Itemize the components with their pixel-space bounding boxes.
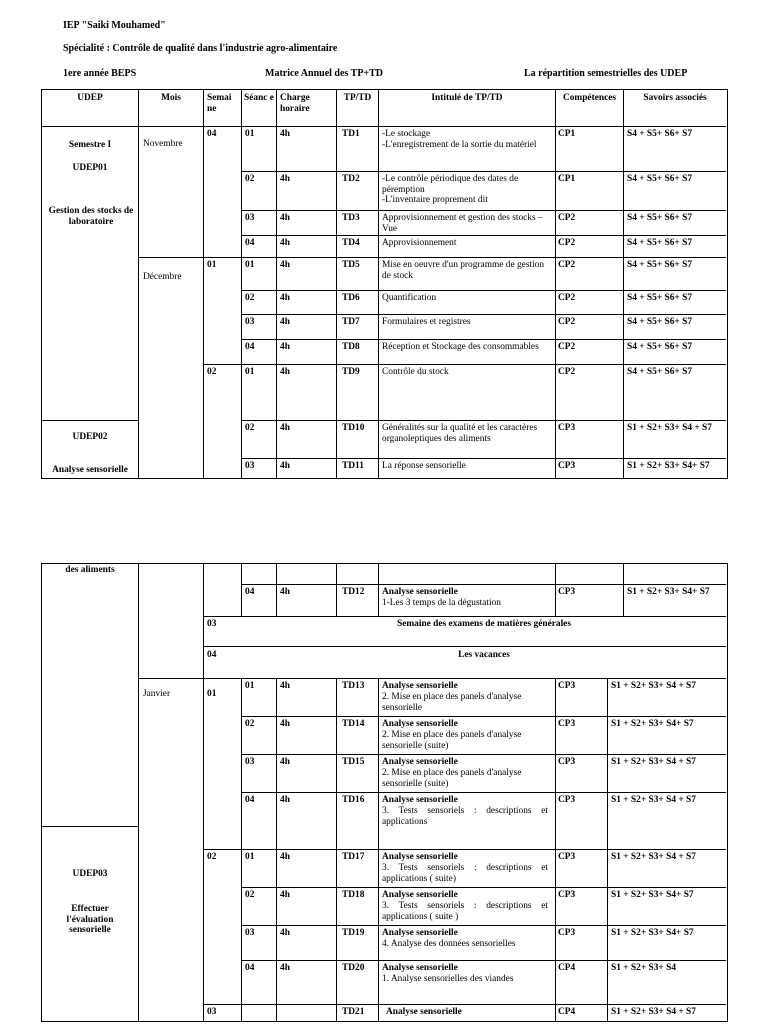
cell-tptd: TD19 <box>342 928 365 938</box>
cell-charge: 4h <box>280 890 290 900</box>
col-header-semaine: Semai ne <box>207 93 232 114</box>
cell-title: Analyse sensorielle <box>382 681 458 691</box>
header-institute: IEP "Saiki Mouhamed" <box>63 20 166 31</box>
cell-desc: Approvisionnement <box>382 238 457 248</box>
week-01: 01 <box>207 689 217 699</box>
cell-desc: Contrôle du stock <box>382 367 449 377</box>
cell-sav: S1 + S2+ S3+ S4 + S7 <box>611 681 696 691</box>
cell-charge: 4h <box>280 260 290 270</box>
cell-seance: 01 <box>245 260 255 270</box>
cell-tptd: TD17 <box>342 852 365 862</box>
cell-cp: CP4 <box>558 1007 576 1017</box>
cell-charge: 4h <box>280 129 290 139</box>
cell-tptd: TD15 <box>342 757 365 767</box>
cell-cp: CP2 <box>558 293 576 303</box>
cell-desc: Mise en oeuvre d'un programme de gestion de stock <box>382 260 545 281</box>
cell-title: Analyse sensorielle <box>382 890 458 900</box>
cell-cp: CP3 <box>558 795 576 805</box>
cell-cp: CP2 <box>558 260 576 270</box>
cell-sav: S1 + S2+ S3+ S4 + S7 <box>611 852 696 862</box>
cell-sav: S4 + S5+ S6+ S7 <box>627 342 693 352</box>
schedule-table-part2 <box>41 563 728 1022</box>
col-header-seance: Séanc e <box>244 93 274 103</box>
cell-charge: 4h <box>280 757 290 767</box>
cell-tptd: TD13 <box>342 681 365 691</box>
exam-week-label: Semaine des examens de matières générales <box>396 619 571 629</box>
week-04: 04 <box>207 129 217 139</box>
udep01-title: Gestion des stocks de laboratoire <box>48 206 134 227</box>
cell-title: Analyse sensorielle <box>382 587 458 597</box>
cell-sav: S4 + S5+ S6+ S7 <box>627 293 693 303</box>
cell-charge: 4h <box>280 461 290 471</box>
cell-desc: Quantification <box>382 293 437 303</box>
cell-tptd: TD1 <box>342 129 360 139</box>
col-header-udep: UDEP <box>77 93 103 103</box>
cell-sav: S4 + S5+ S6+ S7 <box>627 367 693 377</box>
cell-desc: 2. Mise en place des panels d'analyse sensorielle <box>382 692 522 713</box>
month-janvier: Janvier <box>143 689 171 699</box>
cell-charge: 4h <box>280 587 290 597</box>
cell-sav: S4 + S5+ S6+ S7 <box>627 129 693 139</box>
cell-desc: 1-Les 3 temps de la dégustation <box>382 598 501 608</box>
cell-desc: Approvisionnement et gestion des stocks – Vue <box>382 213 543 234</box>
cell-sav: S4 + S5+ S6+ S7 <box>627 260 693 270</box>
cell-sav: S1 + S2+ S3+ S4 + S7 <box>627 423 712 433</box>
cell-cp: CP1 <box>558 174 576 184</box>
cell-tptd: TD9 <box>342 367 360 377</box>
cell-seance: 03 <box>245 928 255 938</box>
cell-sav: S1 + S2+ S3+ S4+ S7 <box>611 928 694 938</box>
cell-desc: -Le stockage -L'enregistrement de la sortie du matériel <box>382 129 537 150</box>
cell-tptd: TD5 <box>342 260 360 270</box>
cell-sav: S4 + S5+ S6+ S7 <box>627 174 693 184</box>
cell-seance: 04 <box>245 587 255 597</box>
header-year: 1ere année BEPS <box>63 68 137 79</box>
cell-charge: 4h <box>280 963 290 973</box>
cell-tptd: TD10 <box>342 423 365 433</box>
cell-desc: 2. Mise en place des panels d'analyse sensorielle (suite) <box>382 768 522 789</box>
cell-seance: 04 <box>245 795 255 805</box>
udep03-title: Effectuer l'évaluation sensorielle <box>66 904 114 936</box>
cell-cp: CP2 <box>558 342 576 352</box>
week-01: 01 <box>207 260 217 270</box>
cell-seance: 03 <box>245 461 255 471</box>
cell-seance: 03 <box>245 757 255 767</box>
udep01-semester: Semestre I <box>68 140 112 150</box>
cell-tptd: TD20 <box>342 963 365 973</box>
cell-tptd: TD4 <box>342 238 360 248</box>
cell-seance: 02 <box>245 423 255 433</box>
cell-cp: CP3 <box>558 681 576 691</box>
cell-seance: 03 <box>245 317 255 327</box>
cell-desc: 3. Tests sensoriels : descriptions et applications ( suite) <box>382 863 548 884</box>
cell-desc: La réponse sensorielle <box>382 461 466 471</box>
cell-seance: 02 <box>245 174 255 184</box>
week-04: 04 <box>207 650 217 660</box>
cell-cp: CP2 <box>558 367 576 377</box>
cell-cp: CP3 <box>558 852 576 862</box>
cell-cp: CP4 <box>558 963 576 973</box>
cell-cp: CP3 <box>558 461 576 471</box>
udep02-code: UDEP02 <box>72 432 108 442</box>
cell-charge: 4h <box>280 174 290 184</box>
cell-sav: S1 + S2+ S3+ S4+ S7 <box>627 461 710 471</box>
cell-cp: CP3 <box>558 890 576 900</box>
cell-sav: S1 + S2+ S3+ S4 + S7 <box>611 795 696 805</box>
holidays-label: Les vacances <box>458 650 510 660</box>
cell-sav: S1 + S2+ S3+ S4+ S7 <box>611 890 694 900</box>
week-03: 03 <box>207 1007 217 1017</box>
cell-desc: 3. Tests sensoriels : descriptions et applications <box>382 806 548 827</box>
cell-seance: 02 <box>245 890 255 900</box>
col-header-competences: Compétences <box>562 93 617 103</box>
cell-desc: 4. Analyse des données sensorielles <box>382 939 516 949</box>
cell-cp: CP2 <box>558 317 576 327</box>
cell-sav: S1 + S2+ S3+ S4 <box>611 963 677 973</box>
cell-desc: Réception et Stockage des consommables <box>382 342 539 352</box>
cell-seance: 04 <box>245 342 255 352</box>
cell-charge: 4h <box>280 681 290 691</box>
cell-tptd: TD12 <box>342 587 365 597</box>
cell-seance: 04 <box>245 238 255 248</box>
cell-cp: CP3 <box>558 719 576 729</box>
udep03-code: UDEP03 <box>72 869 108 879</box>
cell-sav: S4 + S5+ S6+ S7 <box>627 238 693 248</box>
cell-sav: S4 + S5+ S6+ S7 <box>627 317 693 327</box>
cell-title: Analyse sensorielle <box>382 963 458 973</box>
udep02-title-continued: des aliments <box>65 565 115 575</box>
cell-desc: 1. Analyse sensorielles des viandes <box>382 974 514 984</box>
week-03: 03 <box>207 619 217 629</box>
cell-charge: 4h <box>280 367 290 377</box>
week-02: 02 <box>207 852 217 862</box>
cell-cp: CP3 <box>558 928 576 938</box>
month-decembre: Décembre <box>143 272 182 282</box>
cell-desc: Généralités sur la qualité et les caractères organoleptiques des aliments <box>382 423 538 444</box>
cell-charge: 4h <box>280 852 290 862</box>
cell-title: Analyse sensorielle <box>386 1007 462 1017</box>
col-header-tptd: TP/TD <box>343 93 372 103</box>
cell-tptd: TD14 <box>342 719 365 729</box>
cell-sav: S1 + S2+ S3+ S4 + S7 <box>611 1007 696 1017</box>
cell-charge: 4h <box>280 317 290 327</box>
udep02-title: Analyse sensorielle <box>52 465 128 475</box>
cell-seance: 04 <box>245 963 255 973</box>
cell-tptd: TD2 <box>342 174 360 184</box>
cell-title: Analyse sensorielle <box>382 719 458 729</box>
cell-cp: CP2 <box>558 238 576 248</box>
cell-cp: CP3 <box>558 757 576 767</box>
cell-title: Analyse sensorielle <box>382 928 458 938</box>
cell-title: Analyse sensorielle <box>382 852 458 862</box>
cell-seance: 01 <box>245 852 255 862</box>
cell-charge: 4h <box>280 719 290 729</box>
month-novembre: Novembre <box>143 139 183 149</box>
cell-tptd: TD6 <box>342 293 360 303</box>
cell-charge: 4h <box>280 238 290 248</box>
cell-charge: 4h <box>280 928 290 938</box>
cell-charge: 4h <box>280 342 290 352</box>
cell-tptd: TD11 <box>342 461 364 471</box>
cell-seance: 01 <box>245 129 255 139</box>
cell-desc: Formulaires et registres <box>382 317 471 327</box>
cell-seance: 02 <box>245 293 255 303</box>
col-header-savoirs: Savoirs associés <box>643 93 707 103</box>
cell-desc: -Le contrôle périodique des dates de péremption -L'inventaire proprement dit <box>382 174 519 206</box>
cell-seance: 01 <box>245 367 255 377</box>
cell-tptd: TD3 <box>342 213 360 223</box>
cell-charge: 4h <box>280 795 290 805</box>
cell-tptd: TD7 <box>342 317 360 327</box>
cell-sav: S1 + S2+ S3+ S4 + S7 <box>611 757 696 767</box>
cell-cp: CP3 <box>558 587 576 597</box>
cell-cp: CP1 <box>558 129 576 139</box>
col-header-mois: Mois <box>161 93 181 103</box>
cell-title: Analyse sensorielle <box>382 795 458 805</box>
cell-charge: 4h <box>280 423 290 433</box>
cell-desc: 3. Tests sensoriels : descriptions et applications ( suite ) <box>382 901 548 922</box>
cell-desc: 2. Mise en place des panels d'analyse sensorielle (suite) <box>382 730 522 751</box>
udep01-code: UDEP01 <box>72 163 108 173</box>
cell-tptd: TD16 <box>342 795 365 805</box>
cell-sav: S4 + S5+ S6+ S7 <box>627 213 693 223</box>
cell-charge: 4h <box>280 293 290 303</box>
week-02: 02 <box>207 367 217 377</box>
cell-charge: 4h <box>280 213 290 223</box>
cell-cp: CP2 <box>558 213 576 223</box>
cell-cp: CP3 <box>558 423 576 433</box>
cell-tptd: TD8 <box>342 342 360 352</box>
cell-seance: 03 <box>245 213 255 223</box>
col-header-intitule: Intitulé de TP/TD <box>431 93 503 103</box>
cell-sav: S1 + S2+ S3+ S4+ S7 <box>611 719 694 729</box>
cell-seance: 01 <box>245 681 255 691</box>
cell-tptd: TD18 <box>342 890 365 900</box>
cell-title: Analyse sensorielle <box>382 757 458 767</box>
cell-sav: S1 + S2+ S3+ S4+ S7 <box>627 587 710 597</box>
header-speciality: Spécialité : Contrôle de qualité dans l'industrie agro-alimentaire <box>63 43 338 54</box>
col-header-charge: Charge horaire <box>280 93 310 114</box>
schedule-table-part1 <box>41 89 728 479</box>
header-matrix-title: Matrice Annuel des TP+TD <box>265 68 384 79</box>
cell-tptd: TD21 <box>342 1007 365 1017</box>
cell-seance: 02 <box>245 719 255 729</box>
header-repartition: La répartition semestrielles des UDEP <box>524 68 688 79</box>
